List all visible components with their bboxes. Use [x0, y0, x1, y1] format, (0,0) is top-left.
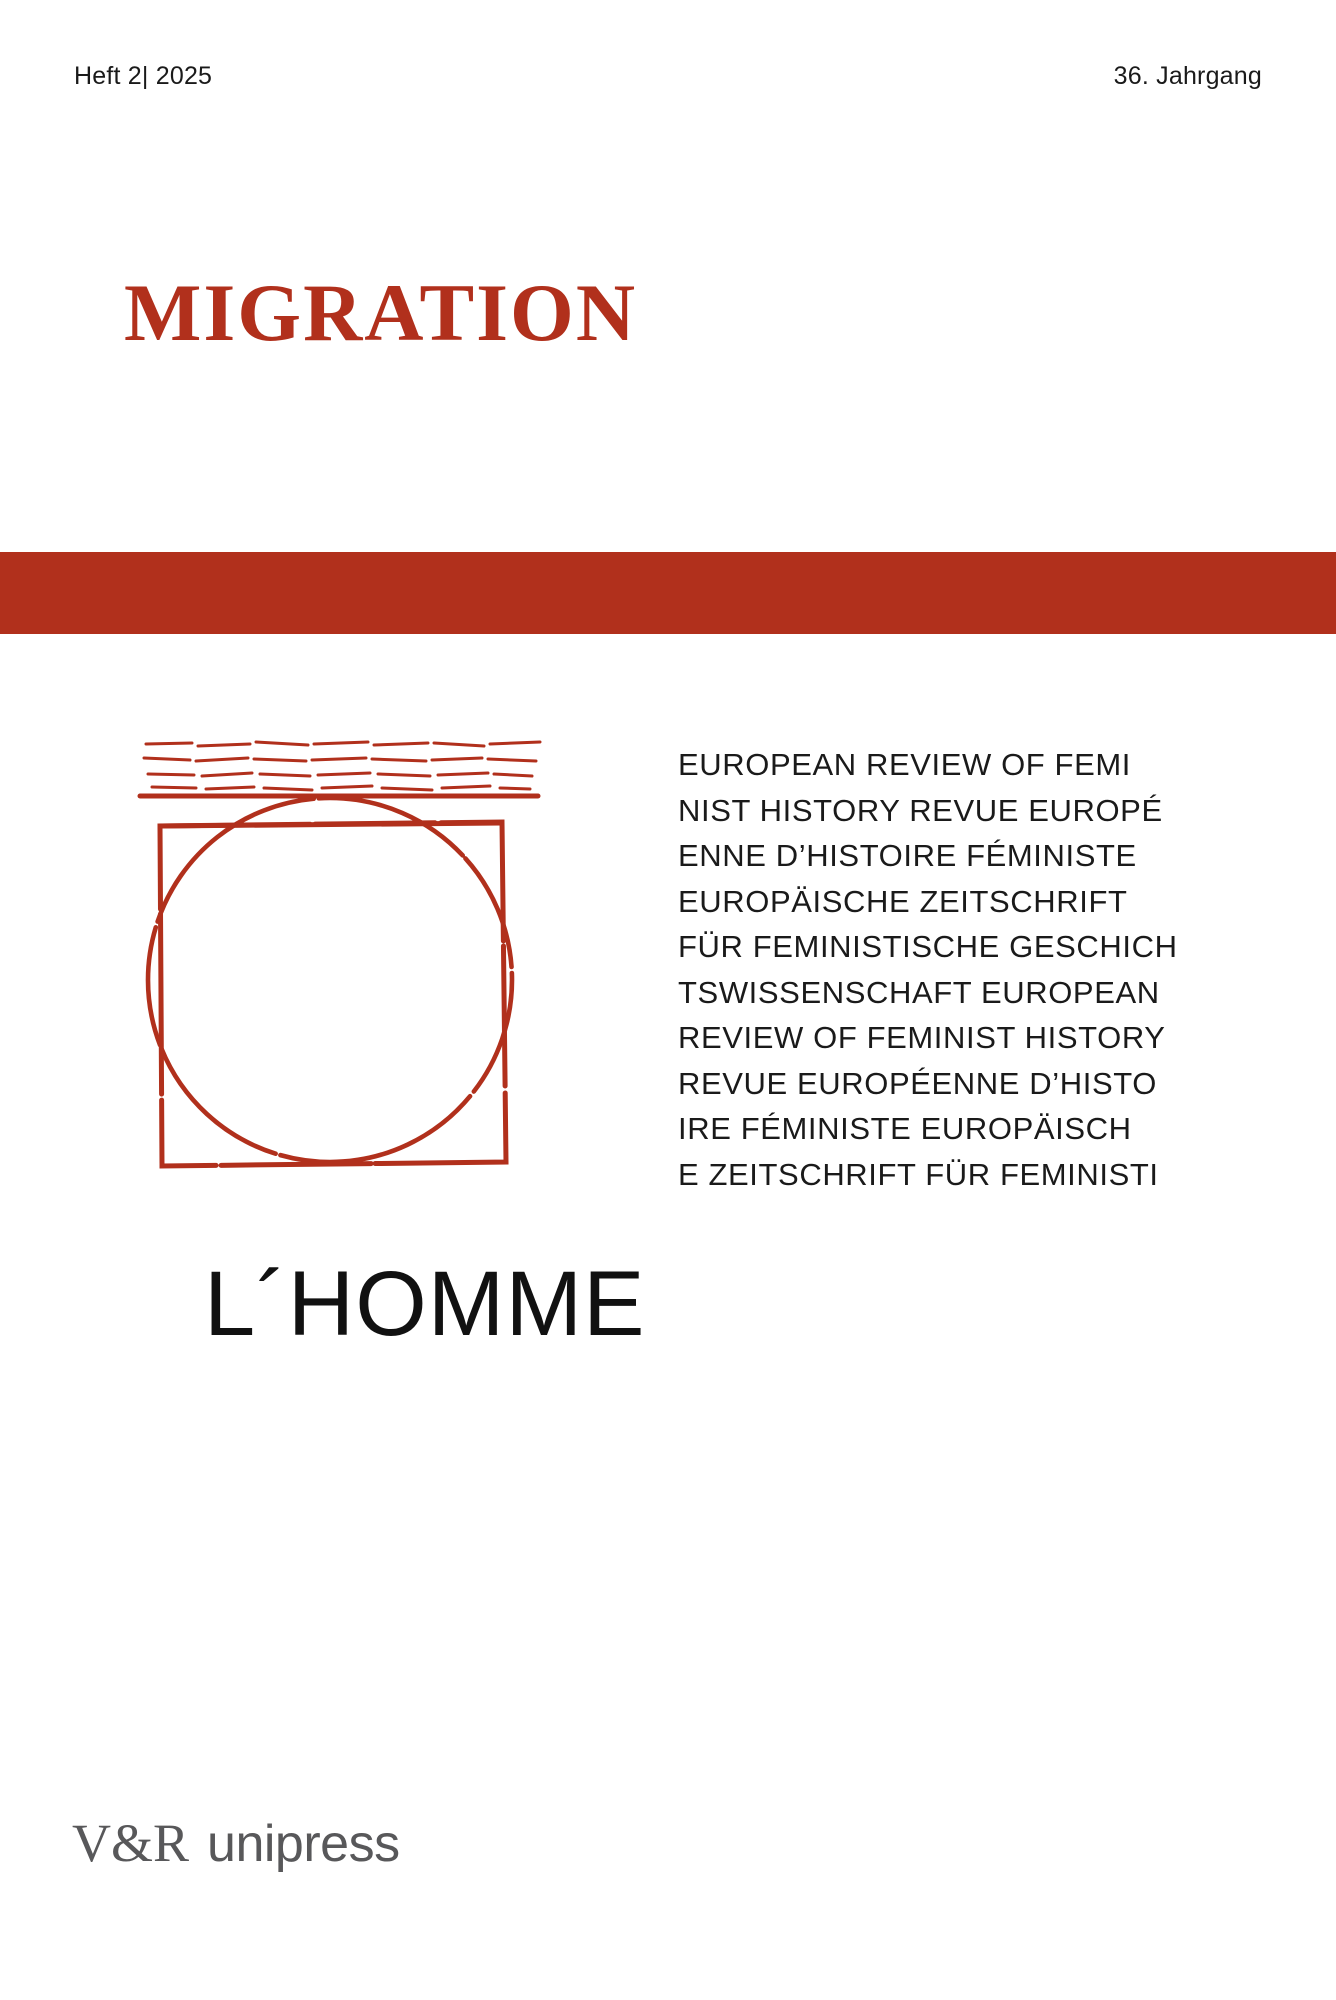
logo-wordmark: L´HOMME — [204, 1253, 646, 1355]
square-and-circle-sketch-icon — [132, 730, 612, 1250]
subtitle-line: EUROPÄISCHE ZEITSCHRIFT — [678, 883, 1128, 919]
publisher-name: unipress — [207, 1815, 400, 1873]
subtitle-line: REVUE EUROPÉENNE D’HISTO — [678, 1065, 1157, 1101]
subtitle-block — [678, 742, 1238, 1197]
accent-bar — [0, 552, 1336, 634]
issue-label: Heft 2| 2025 — [74, 62, 213, 90]
page-title: MIGRATION — [124, 267, 638, 358]
journal-logo — [100, 730, 660, 1355]
subtitle-line: EUROPEAN REVIEW OF FEMI — [678, 747, 1132, 782]
publisher-mark: V&R — [72, 1813, 190, 1873]
volume-label: 36. Jahrgang — [1113, 62, 1262, 90]
subtitle-line: FÜR FEMINISTISCHE GESCHICH — [678, 929, 1178, 964]
publisher-logo — [72, 1812, 400, 1874]
subtitle-line: REVIEW OF FEMINIST HISTORY — [678, 1020, 1166, 1055]
subtitle-line: TSWISSENSCHAFT EUROPEAN — [678, 974, 1160, 1010]
subtitle-line: IRE FÉMINISTE EUROPÄISCH — [678, 1111, 1132, 1146]
subtitle-line: NIST HISTORY REVUE EUROPÉ — [678, 792, 1163, 828]
subtitle-line: ENNE D’HISTOIRE FÉMINISTE — [678, 838, 1137, 873]
subtitle-line: E ZEITSCHRIFT FÜR FEMINISTI — [678, 1156, 1159, 1192]
cover-header — [74, 62, 1262, 91]
